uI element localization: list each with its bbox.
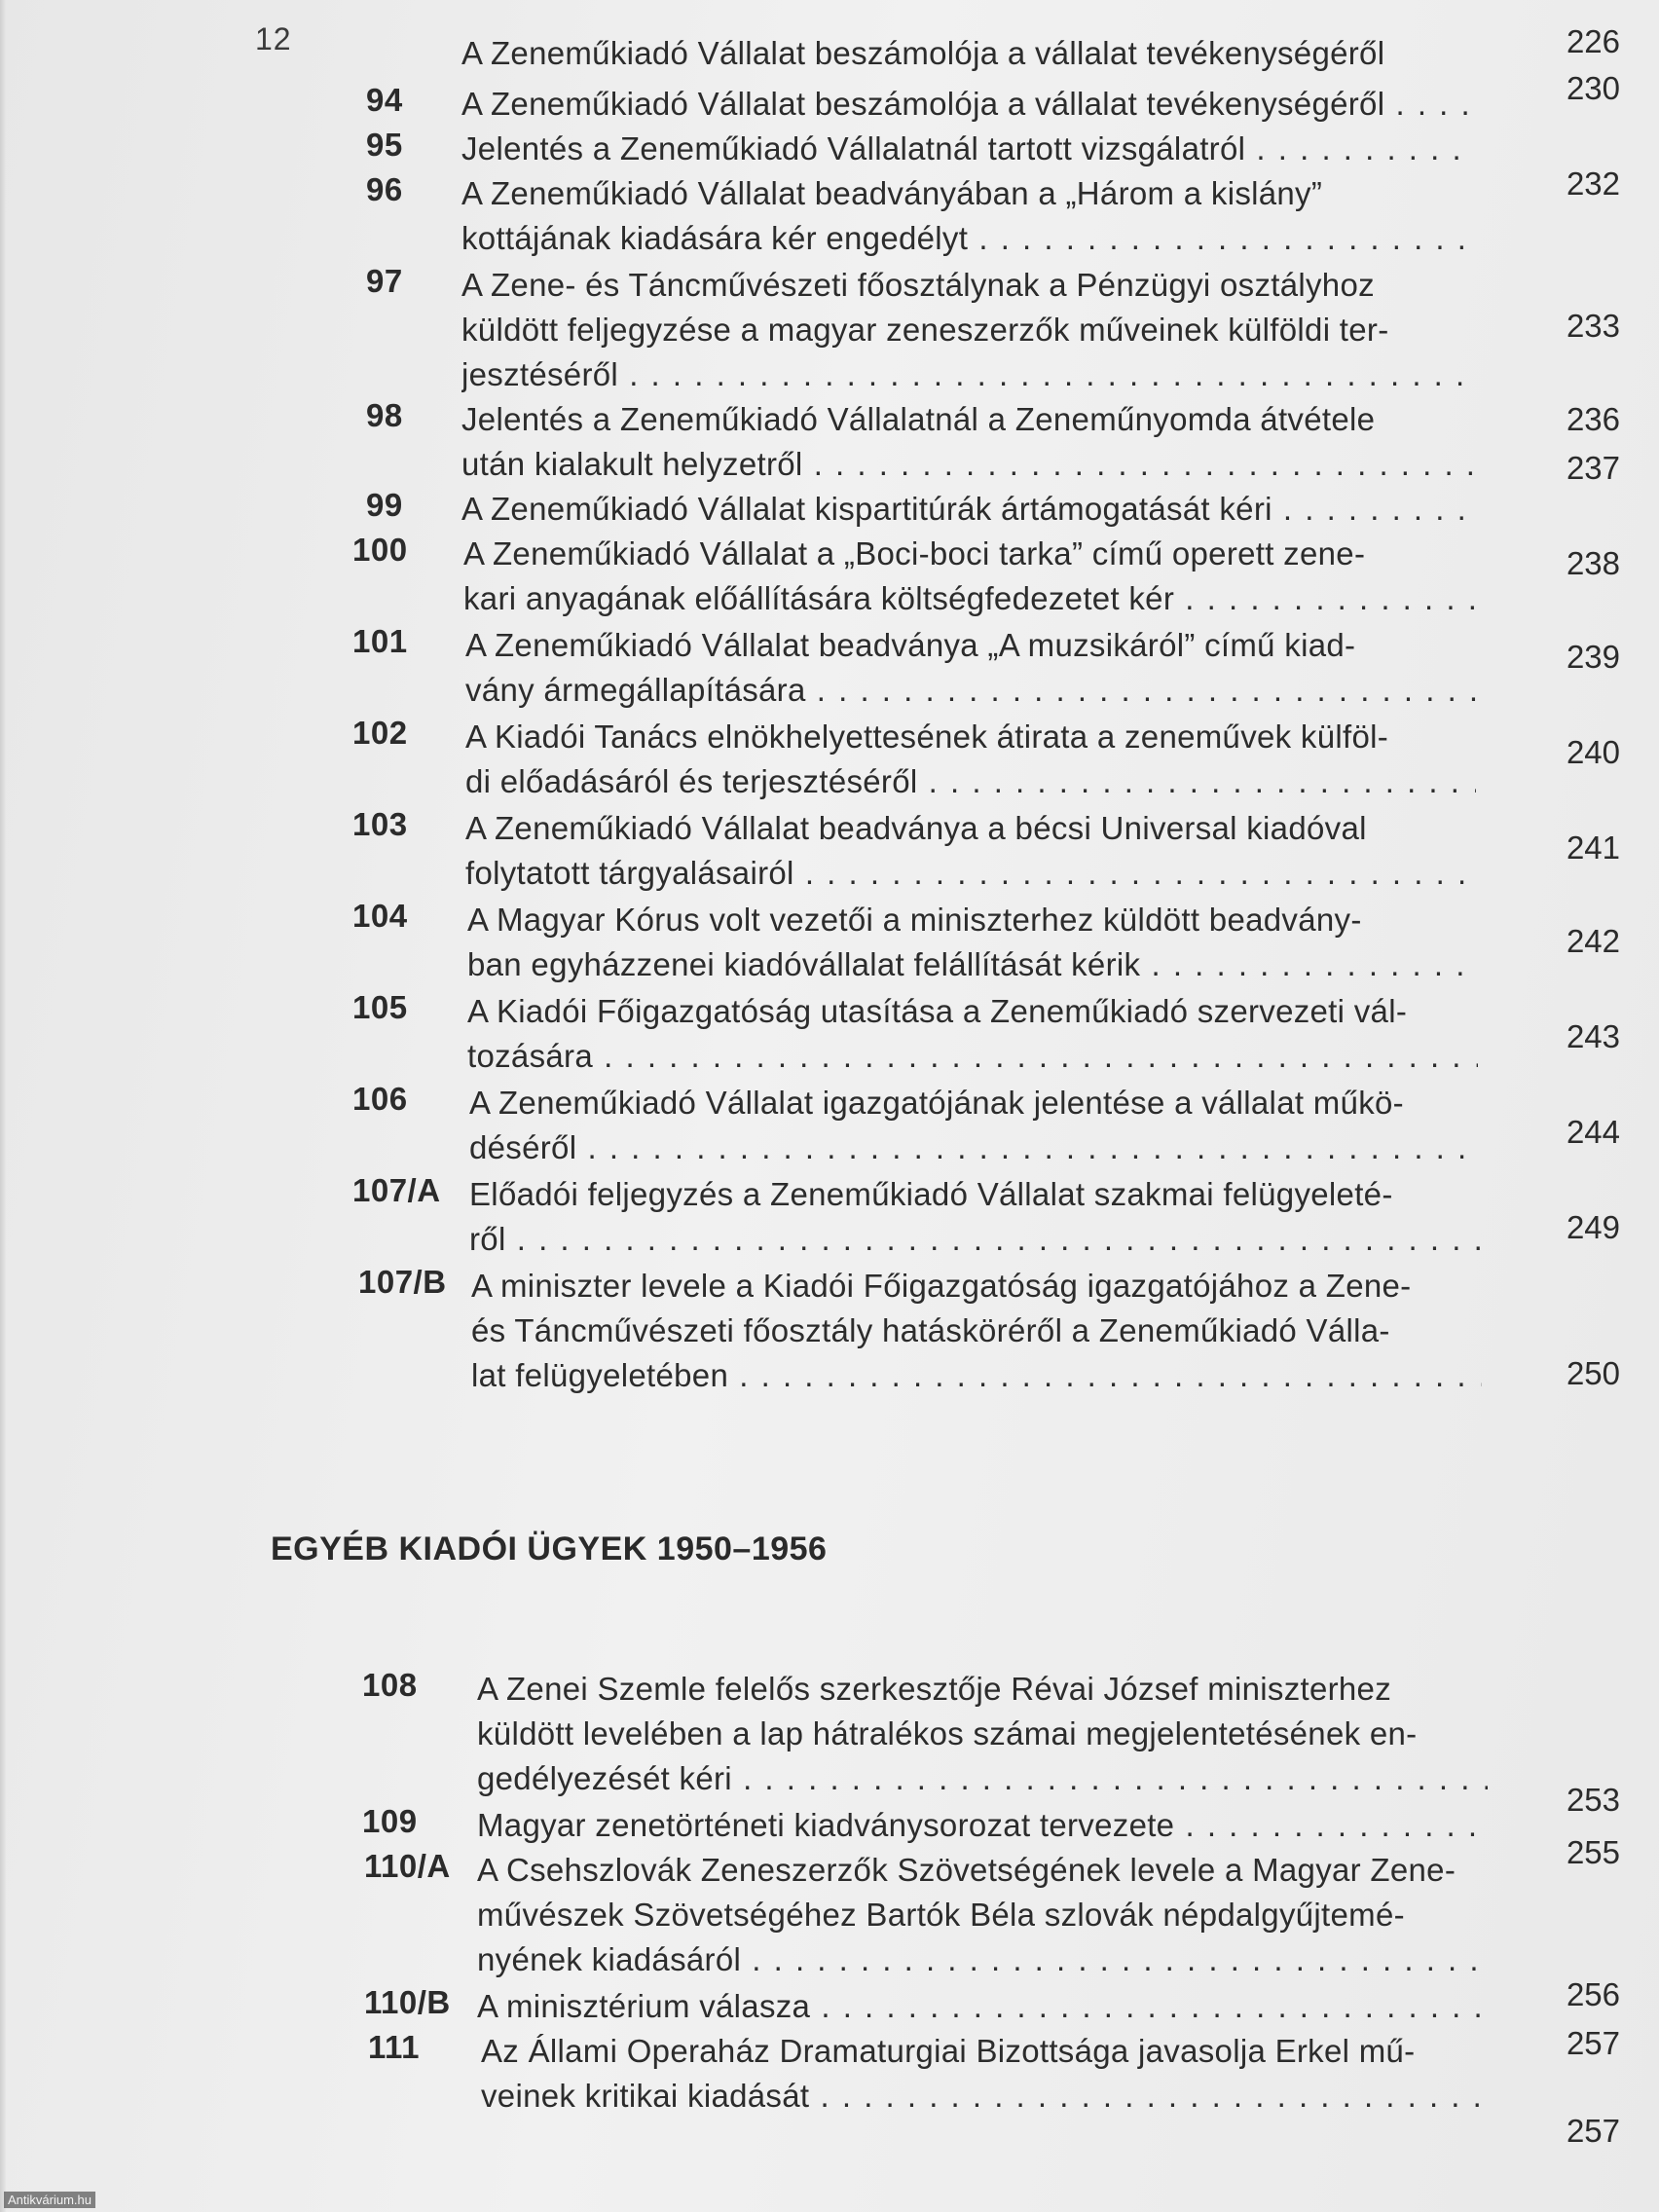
entry-number: 107/B — [358, 1264, 447, 1300]
entry-title — [461, 263, 1472, 397]
entry-title — [463, 532, 1474, 621]
entry-title-line: A Zeneműkiadó Vállalat beadványában a „Három a kislány” — [461, 175, 1323, 211]
page-number: 12 — [255, 21, 292, 56]
entry-number: 101 — [352, 623, 408, 659]
entry-title-line: Előadói feljegyzés a Zeneműkiadó Vállalat szakmai felügyeleté- — [469, 1176, 1393, 1212]
entry-title-line: ban egyházzenei kiadóvállalat felállítását kérik . . . — [467, 942, 1478, 987]
entry-page-number: 256 — [1566, 1976, 1620, 2012]
page-edge — [0, 0, 6, 2212]
entry-title-line: kottájának kiadására kér engedélyt . . . — [461, 216, 1472, 261]
entry-title-line: küldött levelében a lap hátralékos számai megjelentetésének en- — [477, 1715, 1418, 1751]
entry-title-line: A Kiadói Tanács elnökhelyettesének átirata a zeneművek külföl- — [465, 719, 1389, 755]
entry-page-number: 253 — [1566, 1782, 1620, 1818]
entry-page-number: 236 — [1566, 401, 1620, 437]
entry-title-line: tozására . . . — [467, 1034, 1478, 1079]
entry-title-line: Jelentés a Zeneműkiadó Vállalatnál a Zeneműnyomda átvétele — [461, 401, 1376, 437]
entry-number: 105 — [352, 989, 408, 1025]
entry-number: 94 — [366, 82, 403, 118]
entry-page-number: 257 — [1566, 2025, 1620, 2061]
entry-title — [481, 2029, 1492, 2119]
entry-title-line: A Zeneműkiadó Vállalat igazgatójának jelentése a vállalat műkö- — [469, 1085, 1404, 1121]
entry-page-number: 232 — [1566, 166, 1620, 202]
entry-number: 107/A — [352, 1172, 441, 1208]
entry-page-number: 230 — [1566, 70, 1620, 106]
entry-page-number: 243 — [1566, 1018, 1620, 1054]
entry-page-number: 226 — [1566, 23, 1620, 59]
entry-title-line: A Zeneműkiadó Vállalat a „Boci-boci tarka” című operett zene- — [463, 535, 1366, 571]
entry-title — [467, 898, 1478, 987]
entry-page-number: 242 — [1566, 923, 1620, 959]
entry-number: 110/A — [364, 1848, 451, 1884]
entry-title — [465, 806, 1476, 896]
entry-title-line: ről . . . — [469, 1217, 1480, 1262]
entry-title-line: gedélyezését kéri . . . — [477, 1756, 1488, 1801]
entry-title — [465, 715, 1476, 804]
entry-page-number: 238 — [1566, 545, 1620, 581]
entry-title-line: déséről . . . — [469, 1125, 1480, 1170]
entry-title-line: A Csehszlovák Zeneszerzők Szövetségének levele a Magyar Zene- — [477, 1852, 1456, 1888]
entry-title — [469, 1172, 1480, 1262]
entry-page-number: 244 — [1566, 1114, 1620, 1150]
entry-page-number: 257 — [1566, 2113, 1620, 2149]
entry-number: 97 — [366, 263, 403, 299]
entry-title-line: A Zene- és Táncművészeti főosztálynak a Pénzügyi osztályhoz — [461, 267, 1375, 303]
entry-title-line: di előadásáról és terjesztéséről . . . — [465, 759, 1476, 804]
entry-number: 111 — [368, 2029, 420, 2065]
entry-title-line: A Zenei Szemle felelős szerkesztője Révai József miniszterhez — [477, 1671, 1392, 1707]
entry-page-number: 255 — [1566, 1834, 1620, 1870]
entry-title-line: nyének kiadásáról . . . — [477, 1937, 1488, 1982]
entry-title-line: A Zeneműkiadó Vállalat beadványa a bécsi Universal kiadóval — [465, 810, 1367, 846]
entry-number: 108 — [362, 1667, 418, 1703]
entry-title-line: A Zeneműkiadó Vállalat beszámolója a vállalat tevékenységéről — [461, 35, 1385, 71]
entry-number: 106 — [352, 1081, 408, 1117]
entry-title — [477, 1667, 1488, 1801]
entry-page-number: 240 — [1566, 734, 1620, 770]
entry-number: 109 — [362, 1803, 418, 1839]
entry-title — [477, 1848, 1488, 1982]
entry-title-line: veinek kritikai kiadását . . . — [481, 2074, 1492, 2119]
entry-title — [461, 397, 1472, 487]
entry-number: 110/B — [364, 1984, 451, 2020]
entry-number: 104 — [352, 898, 408, 934]
entry-title-line: után kialakult helyzetről . . . — [461, 442, 1472, 487]
entry-title-line: folytatott tárgyalásairól . . . — [465, 851, 1476, 896]
entry-title-line: jesztéséről . . . — [461, 352, 1472, 397]
entry-page-number: 239 — [1566, 639, 1620, 675]
entry-title — [461, 171, 1472, 261]
entry-number: 98 — [366, 397, 403, 433]
entry-page-number: 237 — [1566, 450, 1620, 486]
entry-title-line: Az Állami Operaház Dramaturgiai Bizottsága javasolja Erkel mű- — [481, 2033, 1416, 2069]
entry-title-line: Jelentés a Zeneműkiadó Vállalatnál tartott vizsgálatról . . . — [461, 127, 1472, 171]
entry-title-line: A Zeneműkiadó Vállalat beszámolója a vállalat tevékenységéről . . . — [461, 82, 1472, 127]
entry-number: 103 — [352, 806, 408, 842]
entry-number: 102 — [352, 715, 408, 751]
entry-title — [461, 487, 1472, 532]
entry-title — [477, 1803, 1488, 1848]
entry-number: 100 — [352, 532, 408, 568]
entry-title-line: kari anyagának előállítására költségfedezetet kér . . . — [463, 576, 1474, 621]
entry-title-line: A Zeneműkiadó Vállalat kispartitúrák ártámogatását kéri . . . — [461, 487, 1472, 532]
entry-title — [467, 989, 1478, 1079]
watermark: Antikvárium.hu — [4, 2192, 95, 2208]
entry-title-line: küldött feljegyzése a magyar zeneszerzők műveinek külföldi ter- — [461, 312, 1389, 348]
entry-title-line: és Táncművészeti főosztály hatásköréről a Zeneműkiadó Válla- — [471, 1312, 1390, 1348]
entry-title-line: vány ármegállapítására . . . — [465, 668, 1476, 713]
entry-title-line: A minisztérium válasza . . . — [477, 1984, 1488, 2029]
entry-title-line: A Magyar Kórus volt vezetői a miniszterhez küldött beadvány- — [467, 902, 1362, 938]
entry-number: 95 — [366, 127, 403, 163]
entry-page-number: 249 — [1566, 1209, 1620, 1245]
entry-title-line: lat felügyeletében . . . — [471, 1353, 1482, 1398]
entry-number: 99 — [366, 487, 403, 523]
entry-page-number: 233 — [1566, 308, 1620, 344]
entry-title-line: művészek Szövetségéhez Bartók Béla szlovák népdalgyűjtemé- — [477, 1897, 1405, 1933]
section-heading: EGYÉB KIADÓI ÜGYEK 1950–1956 — [271, 1530, 828, 1567]
entry-title — [477, 1984, 1488, 2029]
entry-title-line: A Kiadói Főigazgatóság utasítása a Zeneműkiadó szervezeti vál- — [467, 993, 1408, 1029]
entry-title — [471, 1264, 1482, 1398]
entry-title-line: Magyar zenetörténeti kiadványsorozat tervezete . . . — [477, 1803, 1488, 1848]
entry-title — [461, 127, 1472, 171]
entry-title-line: A miniszter levele a Kiadói Főigazgatóság igazgatójához a Zene- — [471, 1268, 1412, 1304]
entry-title-line: A Zeneműkiadó Vállalat beadványa „A muzsikáról” című kiad- — [465, 627, 1356, 663]
entry-page-number: 241 — [1566, 830, 1620, 866]
entry-title — [465, 623, 1476, 713]
entry-number: 96 — [366, 171, 403, 207]
entry-page-number: 250 — [1566, 1355, 1620, 1391]
entry-title — [461, 82, 1472, 127]
entry-title — [469, 1081, 1480, 1170]
